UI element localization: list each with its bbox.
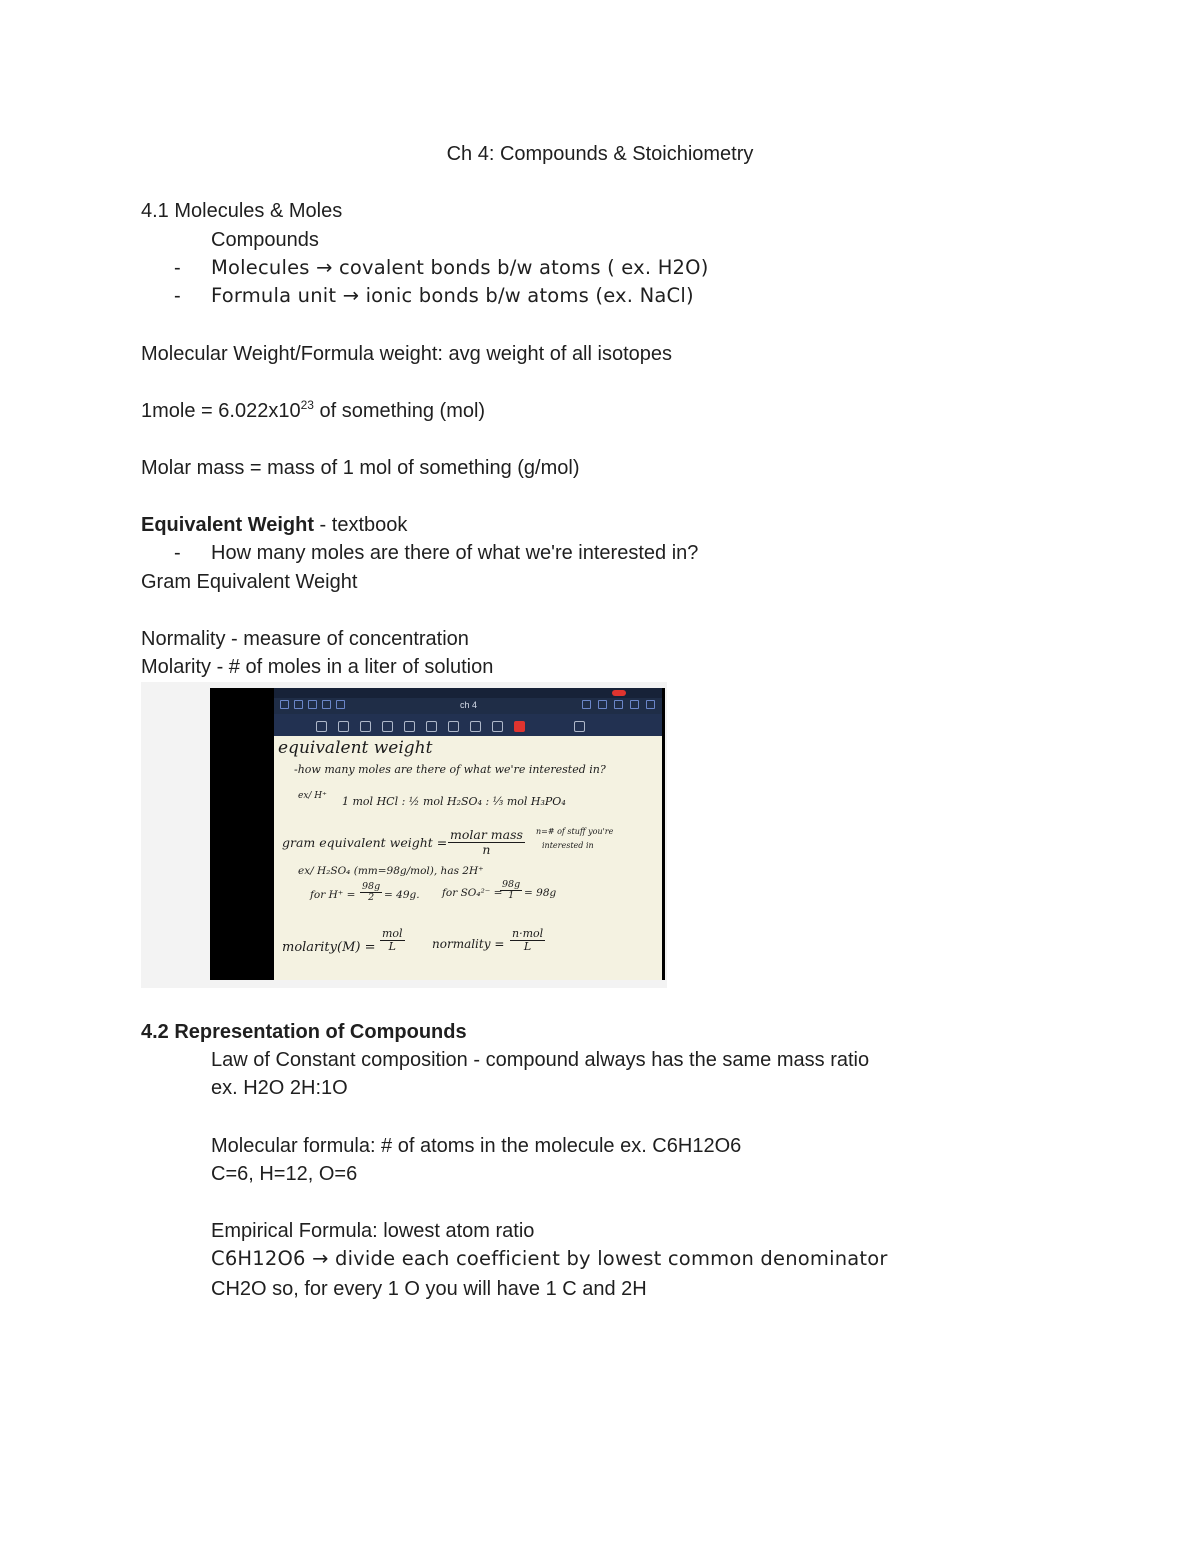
normality-line: Normality - measure of concentration (141, 628, 469, 650)
undo-icon (582, 700, 591, 709)
equivalent-weight-source: - textbook (313, 514, 408, 536)
more-icon (646, 700, 655, 709)
note-for-h-label: for H⁺ = (310, 889, 356, 901)
molecules-bullet: Molecules → covalent bonds b/w atoms ( ex. H2O) (211, 256, 709, 279)
note-for-h-result: = 49g. (384, 889, 420, 901)
empirical-formula-result: CH2O so, for every 1 O you will have 1 C and 2H (211, 1278, 647, 1300)
compounds-label: Compounds (211, 229, 319, 251)
lasso-tool-icon (426, 721, 437, 732)
constant-composition-example: ex. H2O 2H:1O (211, 1077, 348, 1099)
equivalent-weight-line (141, 513, 407, 537)
highlighter-tool-icon (382, 721, 393, 732)
note-gew-numerator: molar mass (450, 827, 523, 842)
note-normality-numerator: n·mol (512, 927, 544, 940)
note-for-h-numerator: 98g (362, 881, 381, 892)
note-molarity-label: molarity(M) = (282, 940, 376, 955)
equivalent-weight-bullet: How many moles are there of what we're interested in? (211, 542, 699, 564)
empirical-formula-line: Empirical Formula: lowest atom ratio (211, 1220, 535, 1242)
bullet-dash: - (174, 257, 181, 279)
note-for-h-fraction (360, 882, 382, 904)
note-for-so4-numerator: 98g (502, 879, 521, 890)
note-normality-denominator: L (523, 940, 532, 954)
note-gew-note-1: n=# of stuff you're (536, 827, 614, 836)
constant-composition-line: Law of Constant composition - compound always has the same mass ratio (211, 1049, 870, 1071)
bullet-dash: - (174, 285, 181, 307)
bullet-dash: - (174, 542, 181, 564)
note-for-h-denominator: 2 (368, 892, 375, 904)
eraser-tool-icon (360, 721, 371, 732)
mole-text-a: 1mole = 6.022x10 (141, 400, 301, 422)
note-example-1-label: ex/ H⁺ (298, 791, 327, 801)
mole-definition-line (141, 399, 485, 423)
back-icon (280, 700, 289, 709)
section-4-1-heading: 4.1 Molecules & Moles (141, 200, 343, 222)
redo-icon (598, 700, 607, 709)
drawing-tools (274, 714, 662, 736)
keyboard-tool-icon (316, 721, 327, 732)
note-example-2: ex/ H₂SO₄ (mm=98g/mol), has 2H⁺ (298, 865, 484, 877)
mole-exponent: 23 (300, 398, 314, 412)
notes-app-title: ch 4 (460, 700, 478, 710)
share-icon (336, 700, 345, 709)
note-molarity-numerator: mol (382, 927, 403, 940)
mole-text-b: of something (mol) (313, 400, 486, 422)
close-icon (630, 700, 639, 709)
section-4-2-heading: 4.2 Representation of Compounds (141, 1021, 467, 1043)
gram-equivalent-weight-line: Gram Equivalent Weight (141, 571, 358, 593)
grid-icon (294, 700, 303, 709)
empirical-formula-step: C6H12O6 → divide each coefficient by lowest common denominator (211, 1247, 888, 1270)
pen-tool-icon (338, 721, 349, 732)
equivalent-weight-term: Equivalent Weight (141, 514, 314, 536)
laser-tool-icon (514, 721, 525, 732)
export-icon (614, 700, 623, 709)
notes-app-toolbar (274, 688, 662, 736)
molecular-formula-counts: C=6, H=12, O=6 (211, 1163, 358, 1185)
note-normality-fraction (510, 928, 545, 953)
color-swatch-icon (574, 721, 585, 732)
status-bar (274, 688, 662, 698)
formula-unit-bullet: Formula unit → ionic bonds b/w atoms (ex. NaCl) (211, 284, 694, 307)
note-molarity-denominator: L (388, 940, 396, 954)
note-heading: equivalent weight (278, 738, 433, 758)
recording-indicator-icon (612, 690, 626, 696)
note-normality-label: normality = (432, 937, 505, 951)
molar-mass-line: Molar mass = mass of 1 mol of something (g/mol) (141, 457, 580, 479)
bookmark-icon (322, 700, 331, 709)
shapes-tool-icon (404, 721, 415, 732)
embedded-note-screenshot (210, 688, 665, 980)
note-gew-fraction (448, 828, 525, 857)
note-gew-denominator: n (482, 841, 491, 857)
molarity-line: Molarity - # of moles in a liter of solution (141, 656, 494, 678)
note-example-1-equation: 1 mol HCl : ½ mol H₂SO₄ : ⅓ mol H₃PO₄ (342, 795, 566, 808)
page-title: Ch 4: Compounds & Stoichiometry (446, 143, 754, 165)
note-for-so4-fraction (500, 880, 522, 902)
note-for-so4-label: for SO₄²⁻ = (442, 887, 503, 899)
text-tool-icon (492, 721, 503, 732)
note-question: -how many moles are there of what we're interested in? (294, 763, 606, 776)
image-tool-icon (448, 721, 459, 732)
note-gew-label: gram equivalent weight = (282, 835, 448, 850)
note-molarity-fraction (380, 928, 405, 953)
note-for-so4-result: = 98g (524, 887, 557, 899)
search-icon (308, 700, 317, 709)
notes-app-window (274, 688, 662, 980)
note-gew-note-2: interested in (542, 841, 594, 850)
camera-tool-icon (470, 721, 481, 732)
note-for-so4-denominator: 1 (508, 890, 515, 902)
molecular-formula-line: Molecular formula: # of atoms in the molecule ex. C6H12O6 (211, 1135, 742, 1157)
molecular-weight-line: Molecular Weight/Formula weight: avg weight of all isotopes (141, 343, 672, 365)
